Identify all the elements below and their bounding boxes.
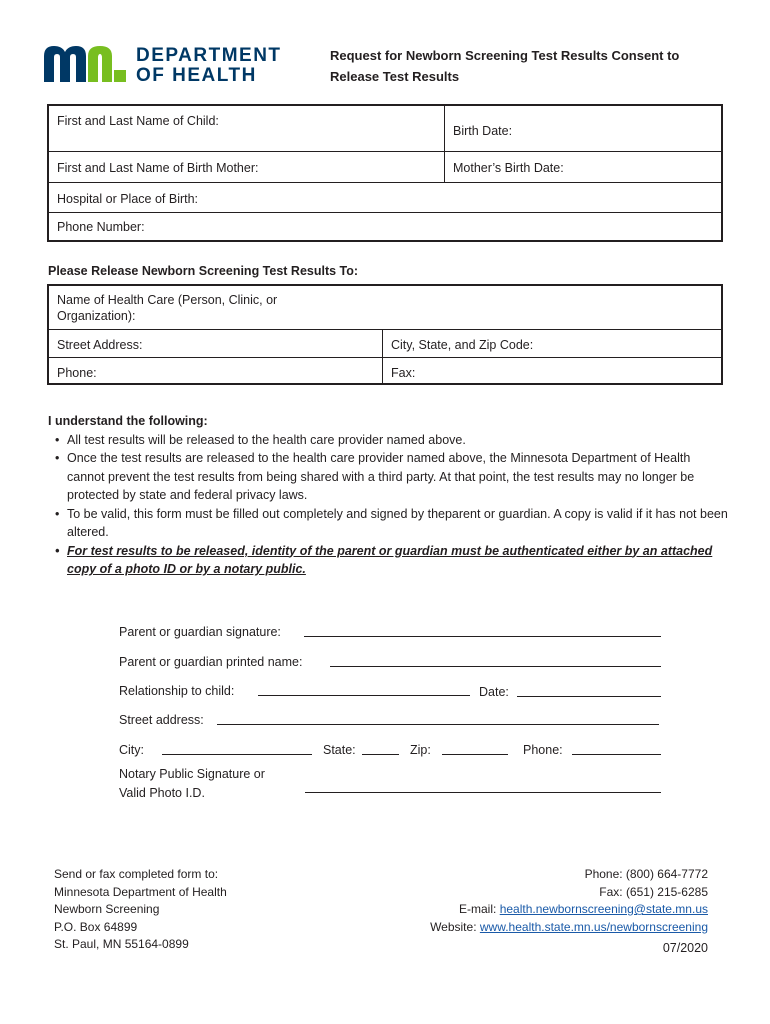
zip-label: Zip: [410,743,431,757]
phone-line[interactable] [572,754,661,755]
notary-line-2: Valid Photo I.D. [119,786,205,800]
release-table [47,284,723,385]
contact-info [430,866,708,936]
list-item-emphasis: • For test results to be released, identity of the parent or guardian must be authenticated either by an attached copy of a photo ID or by a notary public. [48,542,728,579]
street-label: Street address: [119,713,204,727]
phone-label: Phone: [523,743,563,757]
provider-city-field[interactable]: City, State, and Zip Code: [391,338,534,352]
mailing-address [54,866,227,954]
signature-line[interactable] [304,636,661,637]
send-label: Send or fax completed form to: [54,867,219,881]
child-name-field[interactable]: First and Last Name of Child: [57,114,219,128]
state-label: State: [323,743,356,757]
city-label: City: [119,743,144,757]
email-link[interactable]: health.newbornscreening@state.mn.us [499,902,708,916]
mn-logo-icon [44,46,128,82]
email-label: E-mail: [459,902,500,916]
printed-name-line[interactable] [330,666,661,667]
website-link[interactable]: www.health.state.mn.us/newbornscreening [479,919,708,934]
po-box: P.O. Box 64899 [54,919,138,934]
logo-line-1: DEPARTMENT [136,45,282,66]
hospital-field[interactable]: Hospital or Place of Birth: [57,192,199,206]
understanding-list [48,412,728,579]
program-name: Newborn Screening [54,902,160,916]
contact-phone: Phone: (800) 664-7772 [584,867,708,881]
child-info-table [47,104,723,242]
street-line[interactable] [217,724,659,725]
provider-phone-field[interactable]: Phone: [57,366,97,380]
date-label: Date: [479,685,509,699]
relationship-label: Relationship to child: [119,684,235,698]
signature-label: Parent or guardian signature: [119,625,281,639]
understanding-heading: I understand the following: [48,414,208,428]
printed-name-label: Parent or guardian printed name: [119,655,303,669]
logo-line-2: OF HEALTH [136,65,257,86]
org-name: Minnesota Department of Health [54,884,227,899]
provider-street-field[interactable]: Street Address: [57,338,143,352]
city-zip: St. Paul, MN 55164-0899 [54,937,189,951]
list-item: • All test results will be released to the health care provider named above. [48,431,728,450]
notary-signature-line[interactable] [305,792,661,793]
form-title: Request for Newborn Screening Test Results Consent to Release Test Results [330,48,680,84]
phone-number-field[interactable]: Phone Number: [57,220,145,234]
logo-wordmark [136,46,282,86]
notary-line-1: Notary Public Signature or [119,767,265,781]
release-heading: Please Release Newborn Screening Test Results To: [48,264,359,278]
state-line[interactable] [362,754,399,755]
date-line[interactable] [517,696,661,697]
relationship-line[interactable] [258,695,470,696]
mother-name-field[interactable]: First and Last Name of Birth Mother: [57,161,259,175]
provider-fax-field[interactable]: Fax: [391,366,416,380]
mother-birth-date-field[interactable]: Mother’s Birth Date: [453,161,564,175]
form-version-date: 07/2020 [662,941,708,955]
zip-line[interactable] [442,754,508,755]
birth-date-field[interactable]: Birth Date: [453,124,513,138]
contact-website-row [430,919,708,937]
city-line[interactable] [162,754,312,755]
website-label: Website: [430,919,480,934]
provider-name-field[interactable]: Name of Health Care (Person, Clinic, or Organization): [57,293,278,323]
list-item: • To be valid, this form must be filled out completely and signed by theparent or guardian. A copy is valid if it has not been altered. [48,505,728,542]
contact-email-row [430,901,708,919]
contact-fax: Fax: (651) 215-6285 [599,884,708,899]
list-item: • Once the test results are released to the health care provider named above, the Minnesota Department of Health cannot prevent the test results from being shared with a third party. At that point, the test results may no longer be protected by state and federal privacy laws. [48,449,728,505]
notary-label [119,765,265,803]
